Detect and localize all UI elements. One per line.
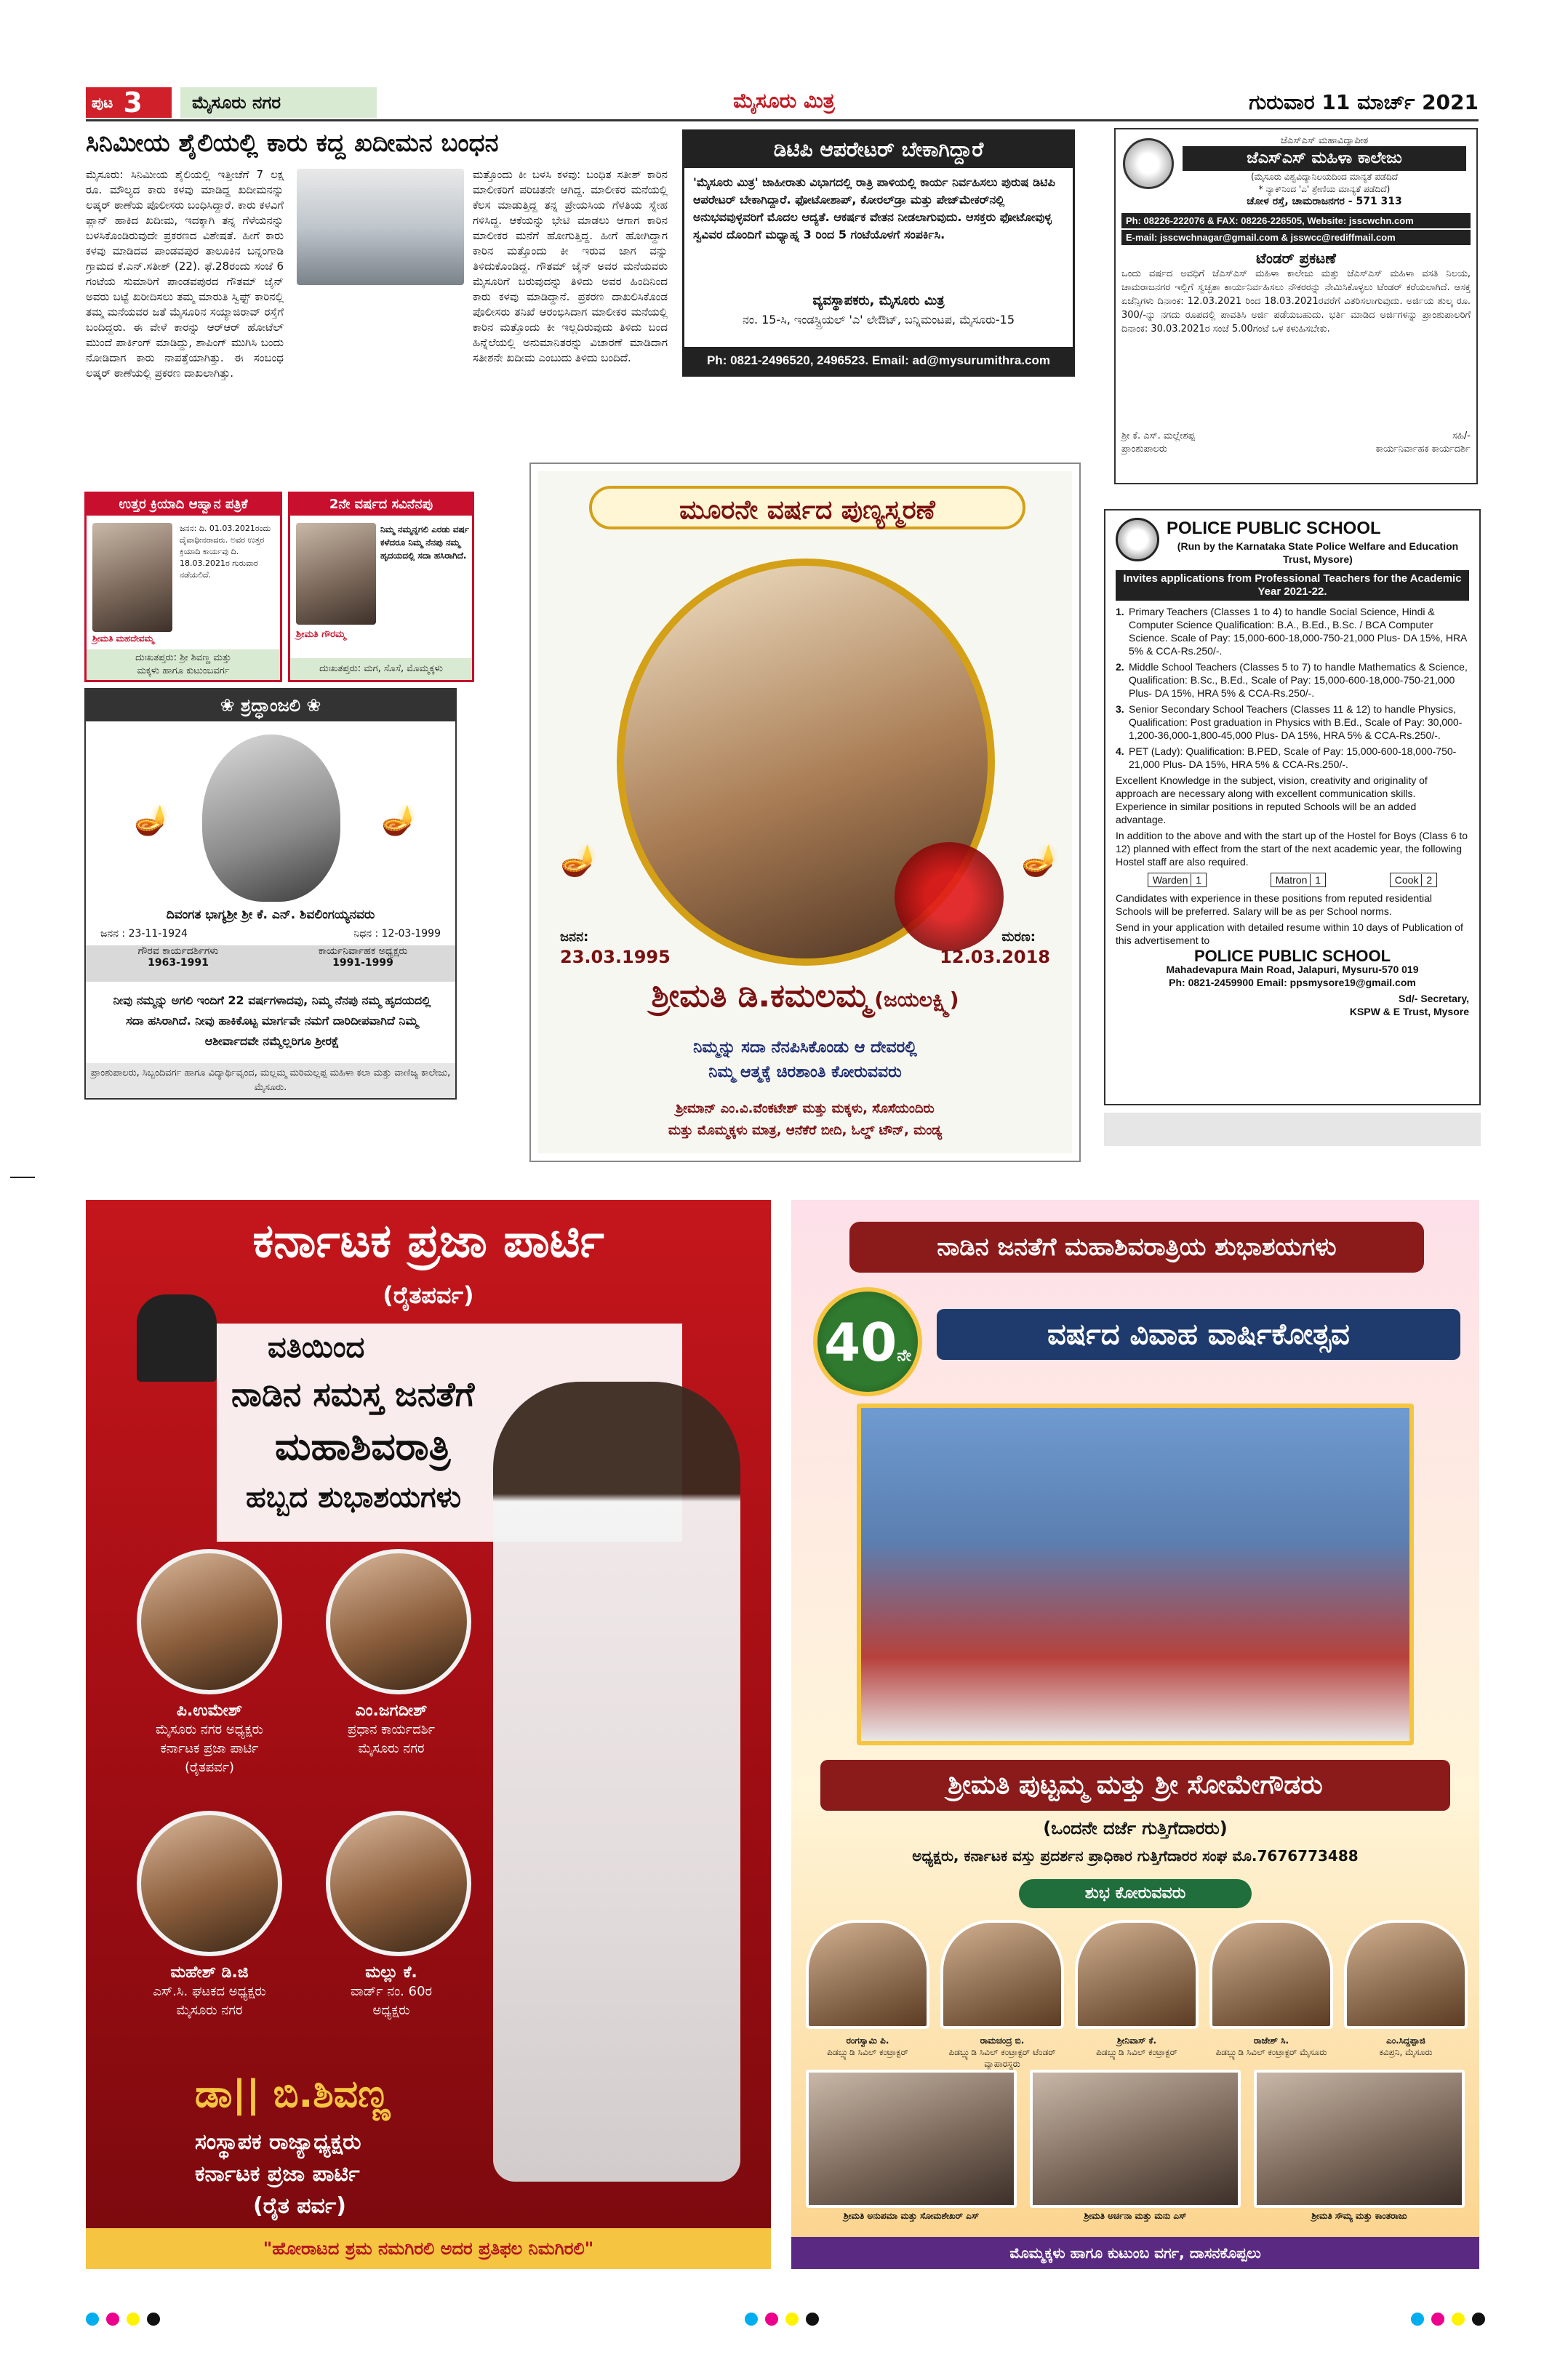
tender-body: ಒಂದು ವರ್ಷದ ಅವಧಿಗೆ ಜೆಎಸ್‌ಎಸ್ ಮಹಿಳಾ ಕಾಲೇಜು ಮತ್ತು ಜೆಎಸ್‌ಎಸ್ ಮಹಿಳಾ ವಸತಿ ನಿಲಯ, ಚಾಮರಾಜನಗರ ಇಲ್ಲಿಗೆ ಸ್ವಚ್ಛತಾ ಕಾರ್ಯನಿರ್ವಹಿಸಲು ನೌಕರರನ್ನು ನೇಮಿಸಿಕೊಳ್ಳಲು ಟೆಂಡರ್ ಕರೆಯಲಾಗಿದೆ. ಆಸಕ್ತ ಏಜೆನ್ಸಿಗಳು ದಿನಾಂಕ: 12.03.2021 ರಿಂದ 18.03.2021ರವರೆಗೆ ವಿತರಿಸಲಾಗುವುದು. ಅರ್ಜಿಯ ಶುಲ್ಕ ರೂ. 300/-ನ್ನು ನಗದು ರೂಪದಲ್ಲಿ ಪಾವತಿಸಿ ಅರ್ಜಿ ಪಡೆಯಬಹುದು. ಭರ್ತಿ ಮಾಡಿದ ಅರ್ಜಿಗಳನ್ನು ಪ್ರಾಂಶುಪಾಲರಿಗೆ ದಿನಾಂಕ: 30.03.2021ರ ಸಂಜೆ 5.00ಗಂಟೆ ಒಳ ಕಳುಹಿಸಬೇಕು. [1121,268,1471,335]
jss-sign-left-2: ಪ್ರಾಂಶುಪಾಲರು [1121,444,1167,455]
registration-marks-left [86,2313,167,2329]
died-label: ಮರಣ: [1001,929,1036,945]
tender-title: ಟೆಂಡರ್ ಪ್ರಕಟಣೆ [1256,249,1336,267]
member-role: ವಾರ್ಡ್ ನಂ. 60ರ [350,1984,433,1999]
story-col-1: ಮೈಸೂರು: ಸಿನಿಮೀಯ ಶೈಲಿಯಲ್ಲಿ ಇತ್ತೀಚೆಗೆ 7 ಲಕ್ಷ ರೂ. ಮೌಲ್ಯದ ಕಾರು ಕಳವು ಮಾಡಿದ್ದ ಖದೀಮನನ್ನು ಲಷ್ಕರ್ ಠಾಣೆಯ ಪೊಲೀಸರು ಬಂಧಿಸಿದ್ದಾರೆ. ಕಾರು ಕಳವಿಗೆ ಪ್ಲಾನ್ ಹಾಕಿದ ಖದೀಮ, ಇದಕ್ಕಾಗಿ ತನ್ನ ಗೆಳೆಯನನ್ನು ಬಳಸಿಕೊಂಡಿರುವುದೇ ಪ್ರಕರಣದ ವಿಶೇಷತೆ. ಹೀಗೆ ಕಾರು ಕಳವು ಮಾಡಿದವ ಪಾಂಡವಪುರ ತಾಲೂಕಿನ ಬನ್ನಂಗಾಡಿ ಗ್ರಾಮದ ಕೆ.ಎನ್.ಸತೀಶ್ (22). ಫೆ.28ರಂದು ಸಂಜೆ 6 ಗಂಟೆಯ ಸುಮಾರಿಗೆ ಪಾಂಡವಪುರದ ಗೌತಮ್ ಜೈನ್ ಅವರು ಬಟ್ಟೆ ಖರೀದಿಸಲು ತಮ್ಮ ಮಾರುತಿ ಸ್ವಿಫ್ಟ್ ಕಾರಿನಲ್ಲಿ ತಮ್ಮ ಮನೆಯವರ ಜತೆ ಮೈಸೂರಿನ ಸಯ್ಯಾಜಿರಾವ್ ರಸ್ತೆಗೆ ಬಂದಿದ್ದರು. ಈ ವೇಳೆ ಕಾರನ್ನು ಆರ್‌ಆರ್ ಹೋಟೆಲ್ ಮುಂದೆ ಪಾರ್ಕಿಂಗ್ ಮಾಡಿದ್ದು, ಶಾಪಿಂಗ್ ಮುಗಿಸಿ ಬಂದು ನೋಡಿದಾಗ ಕಾರು ನಾಪತ್ತೆಯಾಗಿತ್ತು. ಈ ಸಂಬಂಧ ಲಷ್ಕರ್ ಠಾಣೆಯಲ್ಲಿ ಪ್ರಕರಣ ದಾಖಲಾಗಿತ್ತು. [86,168,284,380]
member-name: ಎಂ.ಜಗದೀಶ್ [355,1702,428,1720]
black-dot [806,2313,819,2326]
wisher-role: ಪಿಡಬ್ಲ್ಯುಡಿ ಸಿವಿಲ್ ಕಂಟ್ರಾಕ್ಟರ್ ಮೈಸೂರು [1215,2047,1327,2057]
wisher-role: ಪಿಡಬ್ಲ್ಯುಡಿ ಸಿವಿಲ್ ಕಂಟ್ರಾಕ್ಟರ್ ಟೆಂಡರ್ ವ್ಯಾಪಾರಸ್ಥರು [948,2047,1056,2069]
wisher-caption [1075,2035,1199,2058]
party-line-4: ಹಬ್ಬದ ಶುಭಾಶಯಗಳು [246,1481,462,1514]
jss-addr: ಚೋಳ ರಸ್ತೆ, ಚಾಮರಾಜನಗರ - 571 313 [1247,196,1402,207]
anniversary-greeting: ನಾಡಿನ ಜನತೆಗೆ ಮಹಾಶಿವರಾತ್ರಿಯ ಶುಭಾಶಯಗಳು [849,1222,1424,1273]
shraddhanjali-photo [202,734,340,902]
vacancy-item [1116,605,1469,657]
section-name: ಮೈಸೂರು ನಗರ [180,87,377,118]
role-1: ಗೌರವ ಕಾರ್ಯದರ್ಶಿಗಳು [137,945,219,957]
couple-assoc: ಅಧ್ಯಕ್ಷರು, ಕರ್ನಾಟಕ ವಸ್ತು ಪ್ರದರ್ಶನ ಪ್ರಾಧಿಕಾರ ಗುತ್ತಿಗೆದಾರರ ಸಂಘ ಮೊ.7676773488 [912,1847,1359,1865]
grandchild-couple-photo [1254,2070,1465,2208]
born-label: ಜನನ: [560,929,589,945]
obit1-body: ಜನನ: ದಿ. 01.03.2021ರಂದು ದೈವಾಧೀನರಾದರು. ಅವರ ಉತ್ತರ ಕ್ರಿಯಾದಿ ಕಾರ್ಯವು ದಿ. 18.03.2021ರ ಗುರುವಾರ ನಡೆಯಲಿದೆ. [180,524,271,580]
member-role: (ರೈತಪರ್ವ) [184,1760,235,1775]
member-photo-3 [137,1811,282,1956]
punyasmarane-title: ಮೂರನೇ ವರ್ಷದ ಪುಣ್ಯಸ್ಮರಣೆ [589,486,1025,529]
obit1-title: ಉತ್ತರ ಕ್ರಿಯಾದಿ ಆಹ್ವಾನ ಪತ್ರಿಕೆ [87,494,280,516]
jss-sign-left: ಶ್ರೀ ಕೆ. ಎಸ್. ಮಲ್ಲೇಶಪ್ಪ [1121,431,1195,441]
registration-marks-center [745,2313,826,2329]
gray-filler-bar [1104,1113,1481,1146]
obit2-footer: ದುಃಖತಪ್ತರು: ಮಗ, ಸೊಸೆ, ಮೊಮ್ಮಕ್ಕಳು [290,658,472,680]
vacancy-item [1116,745,1469,771]
shraddhanjali-name: ದಿವಂಗತ ಭಾಗ್ಯಶ್ರೀ ಶ್ರೀ ಕೆ. ಎನ್. ಶಿವಲಿಂಗಯ್ಯನವರು [166,908,375,922]
shraddhanjali-died: ನಿಧನ : 12-03-1999 [353,928,441,940]
hostel-role: Matron [1275,874,1308,886]
school-para-4: Send in your application with detailed resume within 10 days of Publication of this advertisement to [1116,921,1463,946]
obit1-name: ಶ್ರೀಮತಿ ಮಹದೇವಮ್ಮ [92,633,154,644]
obit1-footer [87,649,280,680]
issue-date: ಗುರುವಾರ 11 ಮಾರ್ಚ್ 2021 [1249,90,1479,114]
member-name: ಮಹೇಶ್ ಡಿ.ಜಿ [170,1963,249,1982]
car-arrest-photo [297,169,464,285]
shraddhanjali-born: ಜನನ : 23-11-1924 [100,928,188,940]
page-label: ಪುಟ [92,94,113,111]
member-role: ಎಸ್.ಸಿ. ಘಟಕದ ಅಧ್ಯಕ್ಷರು [153,1984,266,1999]
grandchild-caption: ಶ್ರೀಮತಿ ಅರ್ಚನಾ ಮತ್ತು ಮನು ಎಸ್ [1084,2211,1187,2221]
anniversary-suffix: ನೇ [897,1347,911,1365]
hostel-role: Warden [1152,874,1188,886]
party-name: ಕರ್ನಾಟಕ ಪ್ರಜಾ ಪಾರ್ಟಿ [252,1214,604,1268]
member-role: ಮೈಸೂರು ನಗರ [176,2003,243,2018]
wisher-photo [806,1920,929,2029]
punyasmarane-line-2: ನಿಮ್ಮ ಆತ್ಮಕ್ಕೆ ಚಿರಶಾಂತಿ ಕೋರುವವರು [708,1063,902,1081]
vacancy-num: 1. [1116,606,1124,617]
couple-names: ಶ್ರೀಮತಿ ಪುಟ್ಟಮ್ಮ ಮತ್ತು ಶ್ರೀ ಸೋಮೇಗೌಡರು [820,1760,1450,1811]
lamp-icon-right: 🪔 [1021,842,1060,878]
jss-college-tender [1114,128,1478,484]
jss-email: E-mail: jsscwchnagar@gmail.com & jsswcc@rediffmail.com [1121,230,1471,245]
member-role: ಮೈಸೂರು ನಗರ [358,1741,425,1756]
magenta-dot [1431,2313,1444,2326]
obit1-footer-1: ದುಃಖತಪ್ತರು: ಶ್ರೀ ಶಿವಣ್ಣ ಮತ್ತು [135,652,231,663]
wisher-photo [1075,1920,1199,2029]
member-photo-4 [326,1811,471,1956]
wisher-caption [940,2035,1064,2070]
jss-name: ಜೆಎಸ್‌ಎಸ್ ಮಹಿಳಾ ಕಾಲೇಜು [1183,146,1466,171]
jss-top: ಜೆಎಸ್‌ಎಸ್ ಮಹಾವಿದ್ಯಾಪೀಠ [1280,135,1369,146]
party-line-2: ನಾಡಿನ ಸಮಸ್ತ ಜನತೆಗೆ [231,1374,475,1414]
anniversary-badge [813,1287,922,1396]
cyan-dot [86,2313,99,2326]
yellow-dot [1452,2313,1465,2326]
couple-photo [857,1404,1414,1745]
dtp-address: ನಂ. 15-ಸಿ, ಇಂಡಸ್ಟ್ರಿಯಲ್ 'ಎ' ಲೇಔಟ್, ಬನ್ನಿಮಂಟಪ, ಮೈಸೂರು-15 [742,313,1015,327]
uttara-kriya-notice [84,492,282,682]
punyasmarane-line-4: ಮತ್ತು ಮೊಮ್ಮಕ್ಕಳು ಮಾತ್ರ, ಆನೆಕೆರೆ ಬೀದಿ, ಓಲ್ಡ್ ಟೌನ್, ಮಂಡ್ಯ [668,1123,943,1138]
page-number: 3 [123,87,143,119]
savinenapu-notice [288,492,474,682]
member-photo-2 [326,1549,471,1694]
obit2-name: ಶ್ರೀಮತಿ ಗೌರಮ್ಮ [296,629,346,640]
shraddhanjali-title: ❀ ಶ್ರದ್ಧಾಂಜಲಿ ❀ [86,689,455,721]
died-date: 12.03.2018 [940,947,1050,967]
shraddhanjali-notice [84,688,457,1100]
wisher-photo [1209,1920,1333,2029]
party-slogan: "ಹೋರಾಟದ ಶ್ರಮ ನಮಗಿರಲಿ ಅದರ ಪ್ರತಿಫಲ ನಿಮಗಿರಲಿ" [86,2228,771,2269]
grandchild-caption: ಶ್ರೀಮತಿ ಅನುಪಮಾ ಮತ್ತು ಸೋಮಶೇಖರ್ ಎಸ್ [843,2211,980,2221]
wisher-role: ಪಿಡಬ್ಲ್ಯುಡಿ ಸಿವಿಲ್ ಕಂಟ್ರಾಕ್ಟರ್ [827,2047,908,2057]
vacancy-item [1116,660,1469,700]
years-2: 1991-1999 [332,957,393,969]
punyasmarane-line-1: ನಿಮ್ಮನ್ನು ಸದಾ ನೆನಪಿಸಿಕೊಂಡು ಆ ದೇವರಲ್ಲಿ [693,1038,917,1057]
vacancy-text: PET (Lady): Qualification: B.PED, Scale of Pay: 15,000-600-18,000-750-21,000 Plus- DA 15%, HRA 5% & CCA-Rs.250/-. [1129,745,1457,770]
registration-marks-right [1411,2313,1492,2329]
member-card [100,1963,319,2020]
wisher-name: ಶ್ರೀನಿವಾಸ್ ಕೆ. [1116,2035,1157,2046]
grandchild-couple-photo [806,2070,1017,2208]
party-greeting-ad [86,1200,771,2269]
magenta-dot [106,2313,119,2326]
couple-sub: (ಒಂದನೇ ದರ್ಜೆ ಗುತ್ತಿಗೆದಾರರು) [1043,1818,1228,1838]
wisher-name: ರಾಮಚಂದ್ರ ಬಿ. [980,2035,1025,2046]
school-logo [1116,518,1159,561]
anniversary-number: 40 [824,1312,897,1373]
punyasmarane-name-line [531,977,1079,1014]
school-name: POLICE PUBLIC SCHOOL [1167,519,1381,538]
jss-sub1: (ಮೈಸೂರು ವಿಶ್ವವಿದ್ಯಾನಿಲಯದಿಂದ ಮಾನ್ಯತೆ ಪಡೆದಿದೆ [1250,172,1399,182]
leader-name: ಡಾ|| ಬಿ.ಶಿವಣ್ಣ [195,2073,391,2116]
vacancy-num: 3. [1116,703,1124,715]
years-1: 1963-1991 [148,957,209,969]
shiva-linga-icon [137,1294,217,1382]
lead-story [86,127,668,483]
hostel-role: Cook [1394,874,1419,886]
wisher-caption [806,2035,929,2058]
party-line-1: ವತಿಯಿಂದ [268,1331,365,1364]
member-name: ಪಿ.ಉಮೇಶ್ [176,1702,243,1720]
police-school-ad [1104,509,1481,1105]
vacancy-text: Primary Teachers (Classes 1 to 4) to handle Social Science, Hindi & Computer Science Qualification: B.A., B.Ed., B.Sc. / BCA Computer Science. Scale of Pay: 15,000-600-18,000-750-21,000 Plus- DA 15%, HRA 5% & CCA-Rs.250/-. [1129,606,1467,657]
school-sign-2: KSPW & E Trust, Mysore [1349,1006,1469,1017]
obit2-photo [296,523,376,625]
yellow-dot [785,2313,799,2326]
vacancy-num: 4. [1116,745,1124,757]
vacancy-num: 2. [1116,661,1124,673]
wisher-caption [1209,2035,1333,2058]
masthead [86,84,1479,121]
headline: ಸಿನಿಮೀಯ ಶೈಲಿಯಲ್ಲಿ ಕಾರು ಕದ್ದ ಖದೀಮನ ಬಂಧನ [86,129,499,158]
dtp-title: ಡಿಟಿಪಿ ಆಪರೇಟರ್ ಬೇಕಾಗಿದ್ದಾರೆ [684,132,1073,168]
jss-sub2: * ನ್ಯಾಕ್‌ನಿಂದ 'ಎ' ಶ್ರೇಣಿಯ ಮಾನ್ಯತೆ ಪಡೆದಿದೆ) [1258,184,1391,194]
school-banner: Invites applications from Professional Teachers for the Academic Year 2021-22. [1116,570,1469,601]
school-footer-name: POLICE PUBLIC SCHOOL [1193,947,1391,965]
anniversary-footer: ಮೊಮ್ಮಕ್ಕಳು ಹಾಗೂ ಕುಟುಂಬ ವರ್ಗ, ದಾಸನಕೊಪ್ಪಲು [791,2237,1479,2269]
school-para-3: Candidates with experience in these positions from reputed residential Schools will be preferred. Salary will be as per School norms. [1116,892,1433,917]
black-dot [1472,2313,1485,2326]
school-para-1: Excellent Knowledge in the subject, vision, creativity and originality of approach are necessary along with excellent communication skills. Experience in similar positions in reputed Schools will be an added advantage. [1116,774,1428,825]
dtp-phone: Ph: 0821-2496520, 2496523. Email: ad@mysurumithra.com [684,347,1073,375]
member-card [297,1702,486,1758]
member-role: ಮೈಸೂರು ನಗರ ಅಧ್ಯಕ್ಷರು [156,1722,263,1737]
jss-sign-right-2: ಕಾರ್ಯನಿರ್ವಾಹಕ ಕಾರ್ಯದರ್ಶಿ [1375,444,1471,455]
hostel-count: 1 [1310,874,1321,886]
masthead-rule [86,119,1479,121]
leader-role-2: ಕರ್ನಾಟಕ ಪ್ರಜಾ ಪಾರ್ಟಿ [195,2161,360,2187]
school-para-2: In addition to the above and with the start up of the Hostel for Boys (Class 6 to 12) planned with effect from the start of the next academic year, the following Hostel staff are also required. [1116,830,1468,868]
born-date: 23.03.1995 [560,947,671,967]
hostel-count: 1 [1191,874,1201,886]
wisher-photo [940,1920,1064,2029]
lamp-left-icon: 🪔 [134,804,170,837]
punyasmarane-ad [529,463,1081,1162]
story-col-2: ಮತ್ತೊಂದು ಕೀ ಬಳಸಿ ಕಳವು: ಬಂಧಿತ ಸತೀಶ್ ಕಾರಿನ ಮಾಲೀಕರಿಗೆ ಪರಿಚಿತನೇ ಆಗಿದ್ದ. ಮಾಲೀಕರ ಮನೆಯಲ್ಲಿ ಕೆಲಸ ಮಾಡುತ್ತಿದ್ದ ತನ್ನ ಪ್ರೇಯಸಿಯ ಗೆಳತಿಯ ಸ್ನೇಹ ಗಳಿಸಿದ್ದ. ಆಕೆಯನ್ನು ಭೇಟಿ ಮಾಡಲು ಆಗಾಗ ಕಾರಿನ ಮಾಲೀಕರ ಮನೆಗೆ ಹೋಗುತ್ತಿದ್ದ. ಹೀಗೆ ಹೋಗಿದ್ದಾಗ ಕಾರಿನ ಮತ್ತೊಂದು ಕೀ ಇರುವ ಜಾಗ ವನ್ನು ತಿಳಿದುಕೊಂಡಿದ್ದ. ಗೌತಮ್ ಜೈನ್ ಅವರ ಮನೆಯವರು ಮೈಸೂರಿಗೆ ಬರುವುದನ್ನು ತಿಳಿದು ಅವರ ಹಿಂದಿನಿಂದ ಕಾರು ಕಳವು ಮಾಡಿದ್ದಾನೆ. ಪ್ರಕರಣ ದಾಖಲಿಸಿಕೊಂಡ ಪೊಲೀಸರು ತನಿಖೆ ಆರಂಭಿಸಿದಾಗ ಮಾಲೀಕರ ಮನೆಯಲ್ಲಿ ಕಾರಿನ ಮತ್ತೊಂದು ಕೀ ಇಲ್ಲದಿರುವುದು ತಿಳಿದು ಬಂದ ಹಿನ್ನೆಲೆಯಲ್ಲಿ ಅನುಮಾನಿತರನ್ನು ವಿಚಾರಣೆ ಮಾಡಿದಾಗ ಸತೀಶನೇ ಖದೀಮ ಎಂಬುದು ತಿಳಿದು ಬಂದಿದೆ. [473,168,668,364]
member-card [297,1963,486,2020]
party-line-3: ಮಹಾಶಿವರಾತ್ರಿ [275,1425,451,1469]
yellow-dot [127,2313,140,2326]
hostel-count: 2 [1421,874,1432,886]
wisher-photo [1344,1920,1468,2029]
dtp-manager: ವ್ಯವಸ್ಥಾಪಕರು, ಮೈಸೂರು ಮಿತ್ರ [812,293,945,308]
grandchild-couple-photo [1030,2070,1241,2208]
obit2-title: 2ನೇ ವರ್ಷದ ಸವಿನೆನಪು [290,494,472,516]
wishers-label: ಶುಭ ಕೋರುವವರು [1019,1879,1252,1908]
hostel-staff-row [1116,873,1469,887]
member-role: ಪ್ರಧಾನ ಕಾರ್ಯದರ್ಶಿ [348,1722,435,1737]
shraddhanjali-message: ನೀವು ನಮ್ಮನ್ನು ಅಗಲಿ ಇಂದಿಗೆ 22 ವರ್ಷಗಳಾದವು, ನಿಮ್ಮ ನೆನಪು ನಮ್ಮ ಹೃದಯದಲ್ಲಿ ಸದಾ ಹಸಿರಾಗಿದೆ. ನೀವು ಹಾಕಿಕೊಟ್ಟ ಮಾರ್ಗವೇ ನಮಗೆ ದಾರಿದೀಪವಾಗಿದೆ ನಿಮ್ಮ ಆಶೀರ್ವಾದವೇ ನಮ್ಮೆಲ್ಲರಿಗೂ ಶ್ರೀರಕ್ಷೆ [113,993,431,1048]
obit2-lines: ನಿಮ್ಮ ನಮ್ಮನ್ನಗಲಿ ಎರಡು ವರ್ಷ ಕಳೆದರೂ ನಿಮ್ಮ ನೆನಪು ನಮ್ಮ ಹೃದಯದಲ್ಲಿ ಸದಾ ಹಸಿರಾಗಿದೆ. [380,524,469,561]
school-sign-1: Sd/- Secretary, [1398,993,1469,1004]
crop-mark [10,1177,35,1178]
leader-photo [493,1382,740,2182]
black-dot [147,2313,160,2326]
dtp-body: 'ಮೈಸೂರು ಮಿತ್ರ' ಜಾಹೀರಾತು ವಿಭಾಗದಲ್ಲಿ ರಾತ್ರಿ ಪಾಳಿಯಲ್ಲಿ ಕಾರ್ಯ ನಿರ್ವಹಿಸಲು ಪುರುಷ ಡಿಟಿಪಿ ಆಪರೇಟರ್ ಬೇಕಾಗಿದ್ದಾರೆ. ಫೋಟೋಶಾಪ್, ಕೋರಲ್‌ಡ್ರಾ ಮತ್ತು ಪೇಜ್‌ಮೇಕರ್‌ನಲ್ಲಿ ಅನುಭವವುಳ್ಳವರಿಗೆ ಮೊದಲ ಆದ್ಯತೆ. ಆಕರ್ಷಕ ವೇತನ ನೀಡಲಾಗುವುದು. ಆಸಕ್ತರು ಫೋಟೋವುಳ್ಳ ಸ್ವವಿವರ ದೊಂದಿಗೆ ಮಧ್ಯಾಹ್ನ 3 ರಿಂದ 5 ಗಂಟೆಯೊಳಗೆ ಸಂಪರ್ಕಿಸಿ. [693,175,1055,241]
vacancy-item [1116,702,1469,742]
obit1-photo [92,523,172,632]
shraddhanjali-roles [86,945,455,982]
paper-name: ಮೈಸೂರು ಮಿತ್ರ [733,89,835,113]
wisher-role: ಕವಿಪ್ರನಿ, ಮೈಸೂರು [1379,2047,1433,2057]
punyasmarane-name: ಶ್ರೀಮತಿ ಡಿ.ಕಮಲಮ್ಮ [651,977,871,1014]
school-phone: Ph: 0821-2459900 Email: ppsmysore19@gmail.com [1169,977,1416,988]
lamp-right-icon: 🪔 [381,804,417,837]
punyasmarane-alias: (ಜಯಲಕ್ಷ್ಮಿ) [874,988,959,1012]
shraddhanjali-footer: ಪ್ರಾಂಶುಪಾಲರು, ಸಿಬ್ಬಂದಿವರ್ಗ ಹಾಗೂ ವಿದ್ಯಾರ್ಥಿವೃಂದ, ಮಲ್ಲಮ್ಮ ಮರಿಮಲ್ಲಪ್ಪ ಮಹಿಳಾ ಕಲಾ ಮತ್ತು ವಾಣಿಜ್ಯ ಕಾಲೇಜು, ಮೈಸೂರು. [86,1063,455,1098]
lamp-icon: 🪔 [560,842,599,878]
jss-sign-right: ಸಹಿ/- [1452,431,1471,441]
wisher-name: ಎಂ.ಸಿದ್ದಪ್ಪಾಜಿ [1386,2035,1425,2046]
member-name: ಮಲ್ಲು ಕೆ. [365,1963,417,1982]
page-number-badge [86,87,172,118]
anniversary-ad [791,1200,1479,2269]
member-role: ಅಧ್ಯಕ್ಷರು [372,2003,410,2018]
member-photo-1 [137,1549,282,1694]
party-wing: (ರೈತಪರ್ವ) [383,1281,474,1309]
member-card [100,1702,319,1777]
wisher-name: ರಾಜೇಶ್ ಸಿ. [1253,2035,1289,2046]
wisher-caption [1344,2035,1468,2058]
dtp-operator-ad [682,129,1075,377]
cyan-dot [1411,2313,1424,2326]
grandchild-caption: ಶ್ರೀಮತಿ ಸೌಮ್ಯ ಮತ್ತು ಕಾಂತರಾಜು [1311,2211,1407,2221]
school-sub: (Run by the Karnataka State Police Welfare and Education Trust, Mysore) [1177,540,1459,565]
obit1-footer-2: ಮಕ್ಕಳು ಹಾಗೂ ಕುಟುಂಬವರ್ಗ [137,665,230,676]
magenta-dot [765,2313,778,2326]
school-address: Mahadevapura Main Road, Jalapuri, Mysuru-570 019 [1166,964,1419,975]
rose-icon [895,842,1004,951]
jss-phone: Ph: 08226-222076 & FAX: 08226-226505, Website: jsscwchn.com [1121,213,1471,228]
wisher-role: ಪಿಡಬ್ಲ್ಯುಡಿ ಸಿವಿಲ್ ಕಂಟ್ರಾಕ್ಟರ್ [1096,2047,1177,2057]
leader-role-1: ಸಂಸ್ಥಾಪಕ ರಾಜ್ಯಾಧ್ಯಕ್ಷರು [195,2129,361,2155]
anniversary-title: ವರ್ಷದ ವಿವಾಹ ವಾರ್ಷಿಕೋತ್ಸವ [937,1309,1460,1360]
leader-role-3: (ರೈತ ಪರ್ವ) [253,2193,346,2219]
vacancy-text: Middle School Teachers (Classes 5 to 7) to handle Mathematics & Science, Qualification: B.Sc., B.Ed., Scale of Pay: 15,000-600-18,000-750-21,000 Plus- DA 15%, HRA 5% & CCA-Rs.250/-. [1129,661,1468,699]
wisher-name: ರಂಗಸ್ವಾಮಿ ಪಿ. [846,2035,889,2046]
punyasmarane-line-3: ಶ್ರೀಮಾನ್ ಎಂ.ವಿ.ವೆಂಕಟೇಶ್ ಮತ್ತು ಮಕ್ಕಳು, ಸೊಸೆಯಂದಿರು [676,1101,935,1116]
role-2: ಕಾರ್ಯನಿರ್ವಾಹಕ ಅಧ್ಯಕ್ಷರು [318,945,408,957]
jss-logo [1123,138,1174,189]
member-role: ಕರ್ನಾಟಕ ಪ್ರಜಾ ಪಾರ್ಟಿ [160,1741,259,1756]
vacancy-list [1116,605,1469,771]
vacancy-text: Senior Secondary School Teachers (Classes 11 & 12) to handle Physics, Qualification: Post graduation in Physics with B.Ed., Scale of Pay: 30,000-1,200-36,000-1,800-45,000 Plus- DA 15%, HRA 5% & CCA-Rs.250/-. [1129,703,1463,741]
cyan-dot [745,2313,758,2326]
